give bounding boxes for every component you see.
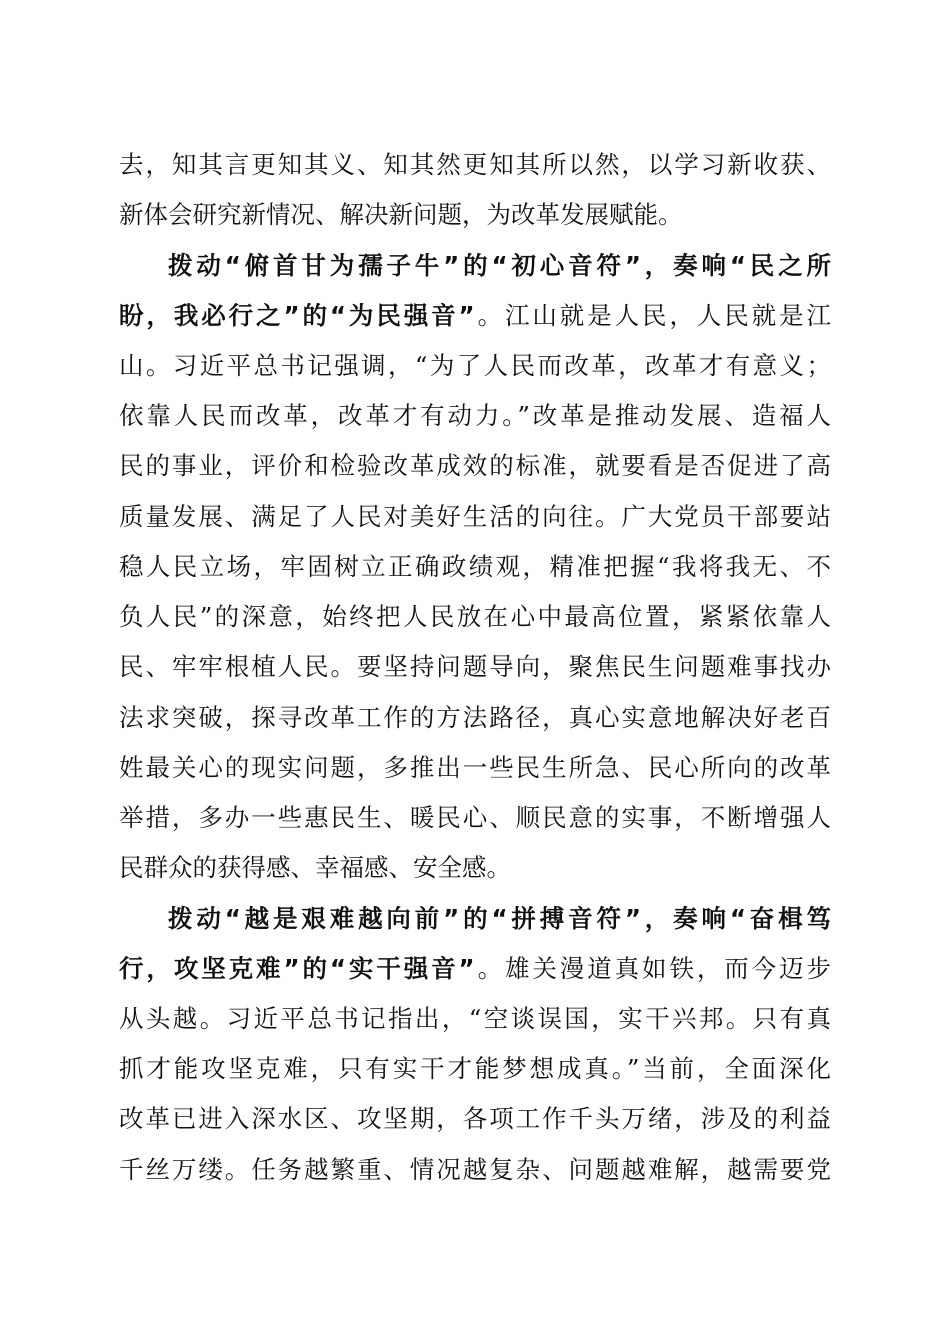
paragraph-line: 民、牢牢根植人民。要坚持问题导向，聚焦民生问题难事找办 bbox=[119, 652, 831, 681]
paragraph-line: 民的事业，评价和检验改革成效的标准，就要看是否促进了高 bbox=[119, 451, 831, 480]
paragraph-line: 质量发展、满足了人民对美好生活的向往。广大党员干部要站 bbox=[119, 502, 831, 531]
paragraph-line: 从头越。习近平总书记指出，“空谈误国，实干兴邦。只有真 bbox=[119, 1004, 831, 1033]
paragraph-line: 去，知其言更知其义、知其然更知其所以然，以学习新收获、 bbox=[119, 150, 831, 179]
paragraph-line: 举措，多办一些惠民生、暖民心、顺民意的实事，不断增强人 bbox=[119, 803, 831, 832]
paragraph-line: 法求突破，探寻改革工作的方法路径，真心实意地解决好老百 bbox=[119, 703, 831, 732]
paragraph-line: 姓最关心的现实问题，多推出一些民生所急、民心所向的改革 bbox=[119, 753, 831, 782]
paragraph-line: 民群众的获得感、幸福感、安全感。 bbox=[119, 853, 511, 882]
paragraph-line: 改革已进入深水区、攻坚期，各项工作千头万绪，涉及的利益 bbox=[119, 1104, 831, 1133]
paragraph-line: 山。习近平总书记强调，“为了人民而改革，改革才有意义； bbox=[119, 351, 831, 380]
paragraph-heading-line: 拨动“越是艰难越向前”的“拼搏音符”，奏响“奋楫笃 bbox=[168, 904, 831, 933]
paragraph-line: 稳人民立场，牢固树立正确政绩观，精准把握“我将我无、不 bbox=[119, 552, 831, 581]
paragraph-line: 盼，我必行之”的“为民强音”。江山就是人民，人民就是江 bbox=[119, 301, 831, 330]
paragraph-line: 负人民”的深意，始终把人民放在心中最高位置，紧紧依靠人 bbox=[119, 602, 831, 631]
paragraph-line: 依靠人民而改革，改革才有动力。”改革是推动发展、造福人 bbox=[119, 401, 831, 430]
paragraph-line: 新体会研究新情况、解决新问题，为改革发展赋能。 bbox=[119, 200, 683, 229]
paragraph-line: 抓才能攻坚克难，只有实干才能梦想成真。”当前，全面深化 bbox=[119, 1054, 831, 1083]
paragraph-line: 千丝万缕。任务越繁重、情况越复杂、问题越难解，越需要党 bbox=[119, 1155, 831, 1184]
paragraph-line: 行，攻坚克难”的“实干强音”。雄关漫道真如铁，而今迈步 bbox=[119, 954, 831, 983]
paragraph-heading-line: 拨动“俯首甘为孺子牛”的“初心音符”，奏响“民之所 bbox=[168, 251, 831, 280]
